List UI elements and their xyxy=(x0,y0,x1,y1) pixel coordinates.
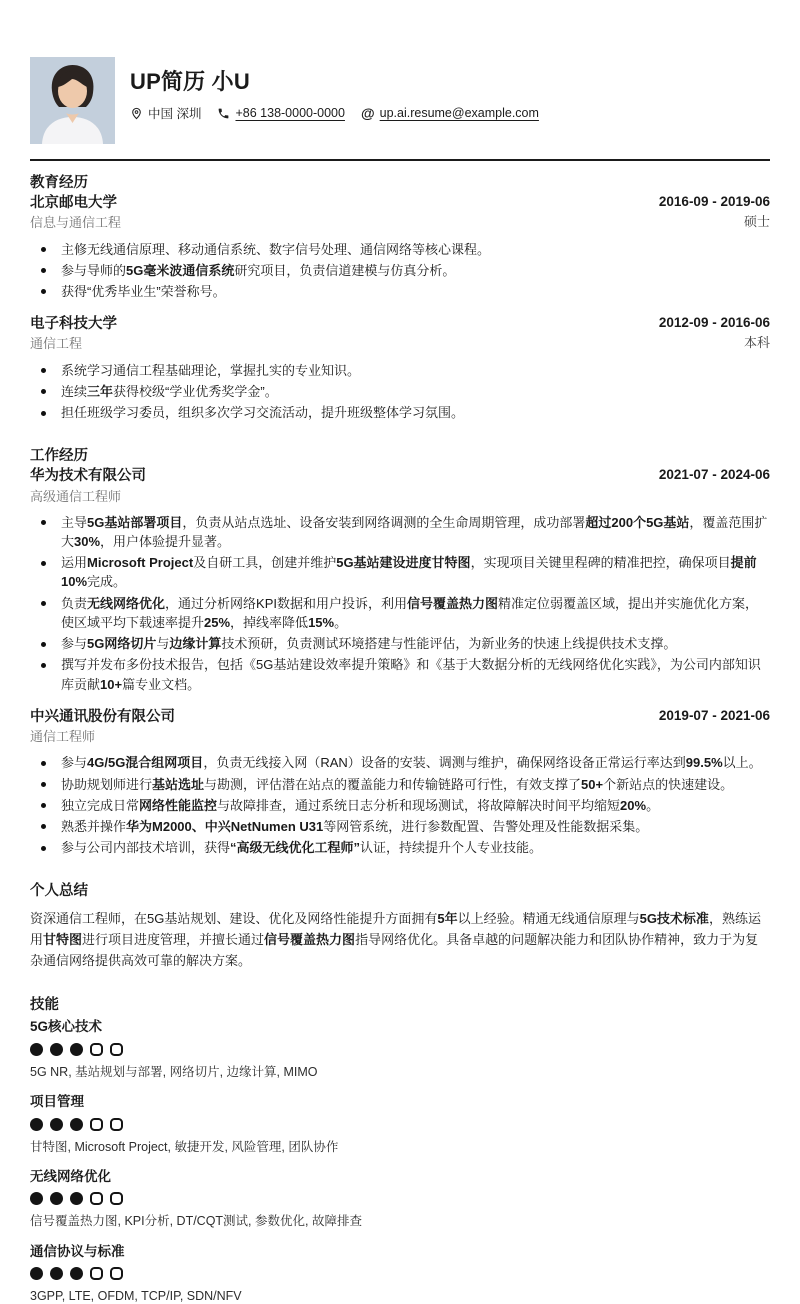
entry-subtitle: 通信工程师 xyxy=(30,729,96,745)
contact-row xyxy=(130,104,539,122)
plain-text: 参与 xyxy=(61,755,88,771)
bold-text: 无线网络优化 xyxy=(87,595,166,611)
skill-keywords: 信号覆盖热力图, KPI分析, DT/CQT测试, 参数优化, 故障排查 xyxy=(30,1214,362,1229)
plain-text: 及自研工具，创建并维护 xyxy=(193,555,337,571)
plain-text: ，负责无线接入网（RAN）设备的安装、调测与维护，确保网络设备正常运行率达到 xyxy=(203,755,686,771)
plain-text: 主修无线通信原理、移动通信系统、数字信号处理、通信网络等核心课程。 xyxy=(61,241,491,257)
entry-subtitle: 通信工程 xyxy=(30,336,83,352)
bullet-list xyxy=(30,513,770,694)
bold-text: 边缘计算 xyxy=(169,636,222,652)
plain-text: 与勘测，评估潜在站点的覆盖能力和传输链路可行性，有效支撑了 xyxy=(204,776,582,792)
bullet-item xyxy=(30,634,770,653)
level-dot-filled-icon xyxy=(70,1043,83,1056)
level-dot-filled-icon xyxy=(30,1118,43,1131)
level-dot-filled-icon xyxy=(30,1043,43,1056)
bold-text: 提前10% xyxy=(61,555,757,590)
plain-text: 以上经验。精通无线通信原理与 xyxy=(457,910,640,926)
education-section xyxy=(30,174,770,422)
bullet-item xyxy=(30,753,770,772)
plain-text: ，通过分析网络KPI数据和用户投诉，利用 xyxy=(165,595,407,611)
plain-text: 与 xyxy=(156,636,170,652)
level-dot-empty-icon xyxy=(90,1192,103,1205)
entry-subtitle: 信息与通信工程 xyxy=(30,215,122,231)
bullet-item xyxy=(30,282,770,301)
bullet-item xyxy=(30,261,770,280)
candidate-name: UP简历 小U xyxy=(130,69,250,94)
plain-text: 参与导师的 xyxy=(61,262,127,278)
profile-photo xyxy=(30,57,115,144)
entry-date: 2021-07 - 2024-06 xyxy=(658,467,770,483)
skill-group xyxy=(30,1243,770,1304)
work-entries xyxy=(30,467,770,857)
plain-text: ，掉线率降低 xyxy=(230,614,309,630)
skill-group xyxy=(30,1168,770,1230)
skill-name: 5G核心技术 xyxy=(30,1019,103,1035)
bold-text: 5G毫米波通信系统 xyxy=(126,262,235,278)
summary-section-title: 个人总结 xyxy=(30,883,88,900)
plain-text: 完成。 xyxy=(87,574,127,590)
map-pin-icon xyxy=(130,107,143,120)
bold-text: 网络性能监控 xyxy=(139,797,218,813)
level-dot-filled-icon xyxy=(70,1267,83,1280)
plain-text: 技术预研，负责测试环境搭建与性能评估，为新业务的快速上线提供技术支撑。 xyxy=(221,636,677,652)
bullet-item xyxy=(30,382,770,401)
plain-text: 进行项目进度管理，并擅长通过 xyxy=(82,931,265,947)
level-dot-empty-icon xyxy=(90,1267,103,1280)
plain-text: ，实现项目关键里程碑的精准把控，确保项目 xyxy=(470,555,731,571)
avatar-illustration xyxy=(30,57,115,144)
entry-date: 2016-09 - 2019-06 xyxy=(658,194,770,210)
plain-text: 资深通信工程师，在5G基站规划、建设、优化及网络性能提升方面拥有 xyxy=(30,910,438,926)
experience-entry xyxy=(30,708,770,858)
header-info xyxy=(130,57,539,122)
plain-text: 个新站点的快速建设。 xyxy=(603,776,734,792)
plain-text: 获得校级“学业优秀奖学金”。 xyxy=(113,383,278,399)
entry-date: 2019-07 - 2021-06 xyxy=(658,707,770,723)
plain-text: ，负责从站点选址、设备安装到网络调测的全生命周期管理，成功部署 xyxy=(182,514,586,530)
plain-text: 参与 xyxy=(61,636,88,652)
experience-entry xyxy=(30,467,770,693)
phone-icon xyxy=(217,107,230,120)
bullet-list xyxy=(30,753,770,857)
skill-level-dots xyxy=(30,1267,770,1280)
level-dot-empty-icon xyxy=(110,1267,123,1280)
entry-left-info xyxy=(30,467,146,504)
level-dot-empty-icon xyxy=(110,1043,123,1056)
level-dot-filled-icon xyxy=(50,1118,63,1131)
entry-right-info xyxy=(659,315,770,351)
plain-text: 等网管系统，进行参数配置、告警处理及性能数据采集。 xyxy=(323,818,649,834)
level-dot-empty-icon xyxy=(90,1118,103,1131)
skill-level-dots xyxy=(30,1118,770,1131)
bold-text: 20% xyxy=(620,797,647,813)
entry-right-info xyxy=(659,467,770,484)
bullet-item xyxy=(30,361,770,380)
level-dot-filled-icon xyxy=(70,1192,83,1205)
education-entries xyxy=(30,194,770,422)
plain-text: 负责 xyxy=(61,595,88,611)
bold-text: 华为M2000、中兴NetNumen U31 xyxy=(126,818,324,834)
plain-text: 参与公司内部技术培训，获得 xyxy=(61,840,231,856)
bullet-list xyxy=(30,240,770,302)
phone-text[interactable]: +86 138-0000-0000 xyxy=(235,106,345,121)
bullet-item xyxy=(30,817,770,836)
plain-text: 获得“优秀毕业生”荣誉称号。 xyxy=(61,283,226,299)
bullet-item xyxy=(30,594,770,632)
bullet-item xyxy=(30,403,770,422)
bold-text: Microsoft Project xyxy=(87,555,194,571)
bold-text: 信号覆盖热力图 xyxy=(264,931,356,947)
bullet-item xyxy=(30,240,770,259)
bullet-item xyxy=(30,553,770,591)
skill-group xyxy=(30,1093,770,1155)
skill-keywords: 甘特图, Microsoft Project, 敏捷开发, 风险管理, 团队协作 xyxy=(30,1139,339,1154)
experience-entry xyxy=(30,315,770,422)
skill-level-dots xyxy=(30,1043,770,1056)
plain-text: 精准定位弱覆盖区域，提出并实施优化方案，使区域平均下载速率提升 xyxy=(61,595,759,630)
bullet-item xyxy=(30,838,770,857)
level-dot-filled-icon xyxy=(50,1267,63,1280)
bullet-item xyxy=(30,513,770,551)
entry-header xyxy=(30,315,770,352)
bullet-item xyxy=(30,655,770,693)
resume-header xyxy=(30,57,770,144)
contact-phone[interactable] xyxy=(217,106,344,120)
plain-text: 。 xyxy=(646,797,660,813)
level-dot-filled-icon xyxy=(30,1192,43,1205)
plain-text: 协助规划师进行 xyxy=(61,776,153,792)
plain-text: 连续 xyxy=(61,383,88,399)
level-dot-empty-icon xyxy=(110,1192,123,1205)
contact-location xyxy=(130,104,201,122)
plain-text: ，覆盖范围扩大 xyxy=(61,514,768,550)
bold-text: 10+ xyxy=(100,676,123,692)
entry-header xyxy=(30,708,770,745)
plain-text: 撰写并发布多份技术报告，包括《5G基站建设效率提升策略》和《基于大数据分析的无线网络优化实践》，为公司内部知识库贡献 xyxy=(61,657,761,692)
summary-section xyxy=(30,882,770,971)
plain-text: 担任班级学习委员，组织多次学习交流活动，提升班级整体学习氛围。 xyxy=(61,405,465,421)
plain-text: 指导网络优化。具备卓越的问题解决能力和团队协作精神，致力于为复杂通信网络提供高效可靠的解决方案。 xyxy=(30,931,759,968)
plain-text: 主导 xyxy=(61,514,88,530)
plain-text: 独立完成日常 xyxy=(61,797,140,813)
plain-text: 认证，持续提升个人专业技能。 xyxy=(360,840,543,856)
plain-text: ，用户体验提升显著。 xyxy=(100,534,231,550)
skill-keywords: 3GPP, LTE, OFDM, TCP/IP, SDN/NFV xyxy=(30,1289,242,1304)
plain-text: 以上。 xyxy=(722,755,762,771)
entry-date: 2012-09 - 2016-06 xyxy=(658,315,770,331)
entry-degree: 本科 xyxy=(743,335,770,351)
bold-text: “高级无线优化工程师” xyxy=(230,840,361,856)
entry-header xyxy=(30,194,770,231)
entry-right-info xyxy=(659,708,770,725)
work-section xyxy=(30,447,770,857)
level-dot-filled-icon xyxy=(50,1192,63,1205)
work-section-title: 工作经历 xyxy=(30,448,88,465)
plain-text: 熟悉并操作 xyxy=(61,818,127,834)
bold-text: 4G/5G混合组网项目 xyxy=(87,755,204,771)
bold-text: 甘特图 xyxy=(43,931,83,947)
plain-text: 系统学习通信工程基础理论，掌握扎实的专业知识。 xyxy=(61,362,361,378)
plain-text: 研究项目，负责信道建模与仿真分析。 xyxy=(234,262,456,278)
bold-text: 50+ xyxy=(581,776,604,792)
bold-text: 三年 xyxy=(87,383,114,399)
skill-keywords: 5G NR, 基站规划与部署, 网络切片, 边缘计算, MIMO xyxy=(30,1064,318,1079)
email-text[interactable]: up.ai.resume@example.com xyxy=(379,106,539,121)
education-section-title: 教育经历 xyxy=(30,175,88,191)
plain-text: 与故障排查，通过系统日志分析和现场测试，将故障解决时间平均缩短 xyxy=(217,797,621,813)
level-dot-filled-icon xyxy=(50,1043,63,1056)
entry-header xyxy=(30,467,770,504)
plain-text: 。 xyxy=(334,614,348,630)
skill-level-dots xyxy=(30,1192,770,1205)
skill-name: 项目管理 xyxy=(30,1094,84,1110)
entry-left-info xyxy=(30,315,117,352)
plain-text: ，熟练运用 xyxy=(30,910,761,947)
skill-name: 无线网络优化 xyxy=(30,1168,111,1184)
bold-text: 5G基站部署项目 xyxy=(87,514,183,530)
level-dot-filled-icon xyxy=(70,1118,83,1131)
bullet-item xyxy=(30,796,770,815)
contact-email[interactable] xyxy=(361,106,539,120)
bullet-list xyxy=(30,361,770,423)
level-dot-empty-icon xyxy=(110,1118,123,1131)
skills-section-title: 技能 xyxy=(30,997,59,1014)
experience-entry xyxy=(30,194,770,301)
entry-right-info xyxy=(659,194,770,230)
entry-degree: 硕士 xyxy=(743,214,770,229)
at-icon: @ xyxy=(360,105,375,122)
bold-text: 超过200个5G基站 xyxy=(585,514,690,530)
bold-text: 25% xyxy=(204,614,231,630)
summary-paragraph xyxy=(30,908,770,972)
header-divider xyxy=(30,159,770,161)
bold-text: 5G基站建设进度甘特图 xyxy=(336,555,471,571)
bold-text: 基站选址 xyxy=(152,776,205,792)
location-text: 中国 深圳 xyxy=(148,107,202,122)
plain-text: 篇专业文档。 xyxy=(122,676,201,692)
bold-text: 5年 xyxy=(437,910,458,926)
level-dot-filled-icon xyxy=(30,1267,43,1280)
bold-text: 5G网络切片 xyxy=(87,636,157,652)
entry-left-info xyxy=(30,708,175,745)
skills-groups xyxy=(30,1018,770,1304)
bold-text: 15% xyxy=(308,614,335,630)
entry-title: 电子科技大学 xyxy=(30,316,117,333)
entry-title: 北京邮电大学 xyxy=(30,195,117,212)
bold-text: 30% xyxy=(74,534,101,550)
skill-name: 通信协议与标准 xyxy=(30,1243,125,1259)
bold-text: 99.5% xyxy=(685,755,723,771)
skill-group xyxy=(30,1018,770,1080)
bold-text: 信号覆盖热力图 xyxy=(407,595,499,611)
entry-title: 华为技术有限公司 xyxy=(30,468,146,485)
level-dot-empty-icon xyxy=(90,1043,103,1056)
entry-left-info xyxy=(30,194,121,231)
bold-text: 5G技术标准 xyxy=(639,910,709,926)
entry-subtitle: 高级通信工程师 xyxy=(30,488,122,504)
plain-text: 运用 xyxy=(61,555,88,571)
bullet-item xyxy=(30,775,770,794)
entry-title: 中兴通讯股份有限公司 xyxy=(30,708,175,725)
skills-section xyxy=(30,996,770,1304)
